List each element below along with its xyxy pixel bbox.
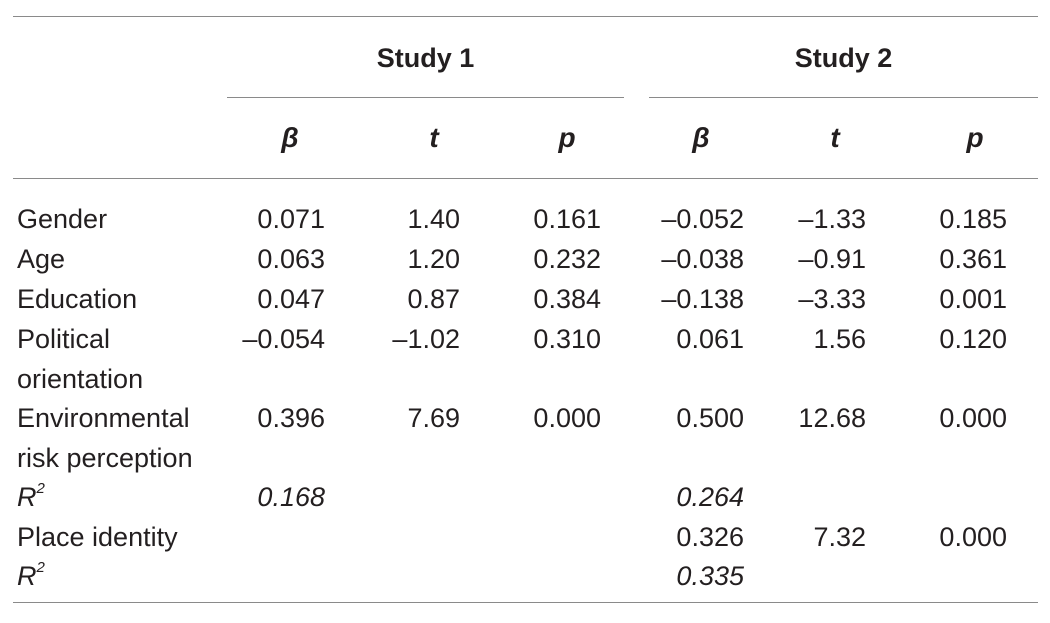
- cell-s2-t: –3.33: [798, 284, 866, 314]
- cell-s1-t: –1.02: [392, 324, 460, 354]
- cell-s2-t: –1.33: [798, 204, 866, 234]
- cell-s1-t: 1.40: [407, 204, 460, 234]
- row-label-line2: risk perception: [17, 443, 193, 473]
- cell-s1-beta: 0.071: [257, 204, 325, 234]
- cell-s2-t: –0.91: [798, 244, 866, 274]
- row-label-r-squared: [17, 477, 45, 517]
- cell-s1-beta: –0.054: [242, 324, 325, 354]
- col-header-s2-beta: β: [692, 122, 710, 153]
- r-superscript: 2: [36, 559, 45, 576]
- cell-s2-beta: –0.038: [661, 244, 744, 274]
- cell-s2-beta: 0.264: [676, 482, 744, 512]
- col-header-s1-beta: β: [281, 122, 299, 153]
- cell-s2-p: 0.361: [939, 244, 1007, 274]
- r-base: R: [17, 482, 37, 512]
- cell-s2-beta: 0.061: [676, 324, 744, 354]
- row-label: Age: [17, 244, 66, 274]
- row-label-line2: orientation: [17, 364, 144, 394]
- bottom-rule: [13, 602, 1038, 603]
- cell-s1-t: 1.20: [407, 244, 460, 274]
- cell-s1-p: 0.000: [533, 403, 601, 433]
- cell-s1-p: 0.384: [533, 284, 601, 314]
- cell-s2-p: 0.185: [939, 204, 1007, 234]
- cell-s2-beta: 0.335: [676, 561, 744, 591]
- col-header-s1-p: p: [558, 122, 576, 153]
- cell-s1-beta: 0.168: [257, 482, 325, 512]
- cell-s1-t: 7.69: [407, 403, 460, 433]
- row-label: Place identity: [17, 522, 178, 552]
- cell-s2-p: 0.000: [939, 403, 1007, 433]
- col-header-s2-p: p: [966, 122, 984, 153]
- cell-s2-p: 0.001: [939, 284, 1007, 314]
- cell-s1-p: 0.161: [533, 204, 601, 234]
- study1-header: Study 1: [376, 43, 475, 73]
- cell-s2-t: 12.68: [798, 403, 866, 433]
- r-superscript: 2: [36, 480, 45, 497]
- cell-s2-p: 0.120: [939, 324, 1007, 354]
- cell-s2-t: 1.56: [813, 324, 866, 354]
- cell-s1-p: 0.310: [533, 324, 601, 354]
- cell-s2-p: 0.000: [939, 522, 1007, 552]
- row-label-line1: Political: [17, 324, 111, 354]
- cell-s2-beta: –0.138: [661, 284, 744, 314]
- cell-s2-beta: 0.326: [676, 522, 744, 552]
- cell-s1-beta: 0.063: [257, 244, 325, 274]
- study2-header: Study 2: [794, 43, 893, 73]
- cell-s2-beta: 0.500: [676, 403, 744, 433]
- study2-underline: [649, 97, 1038, 98]
- cell-s1-beta: 0.047: [257, 284, 325, 314]
- row-label-r-squared: [17, 556, 45, 596]
- col-header-s2-t: t: [830, 122, 840, 153]
- study1-underline: [227, 97, 624, 98]
- cell-s2-t: 7.32: [813, 522, 866, 552]
- row-label-line1: Environmental: [17, 403, 190, 433]
- top-rule: [13, 16, 1038, 17]
- row-label: Gender: [17, 204, 108, 234]
- cell-s1-p: 0.232: [533, 244, 601, 274]
- cell-s1-beta: 0.396: [257, 403, 325, 433]
- col-header-s1-t: t: [429, 122, 439, 153]
- row-label: Education: [17, 284, 138, 314]
- cell-s1-t: 0.87: [407, 284, 460, 314]
- r-base: R: [17, 561, 37, 591]
- header-rule: [13, 178, 1038, 179]
- cell-s2-beta: –0.052: [661, 204, 744, 234]
